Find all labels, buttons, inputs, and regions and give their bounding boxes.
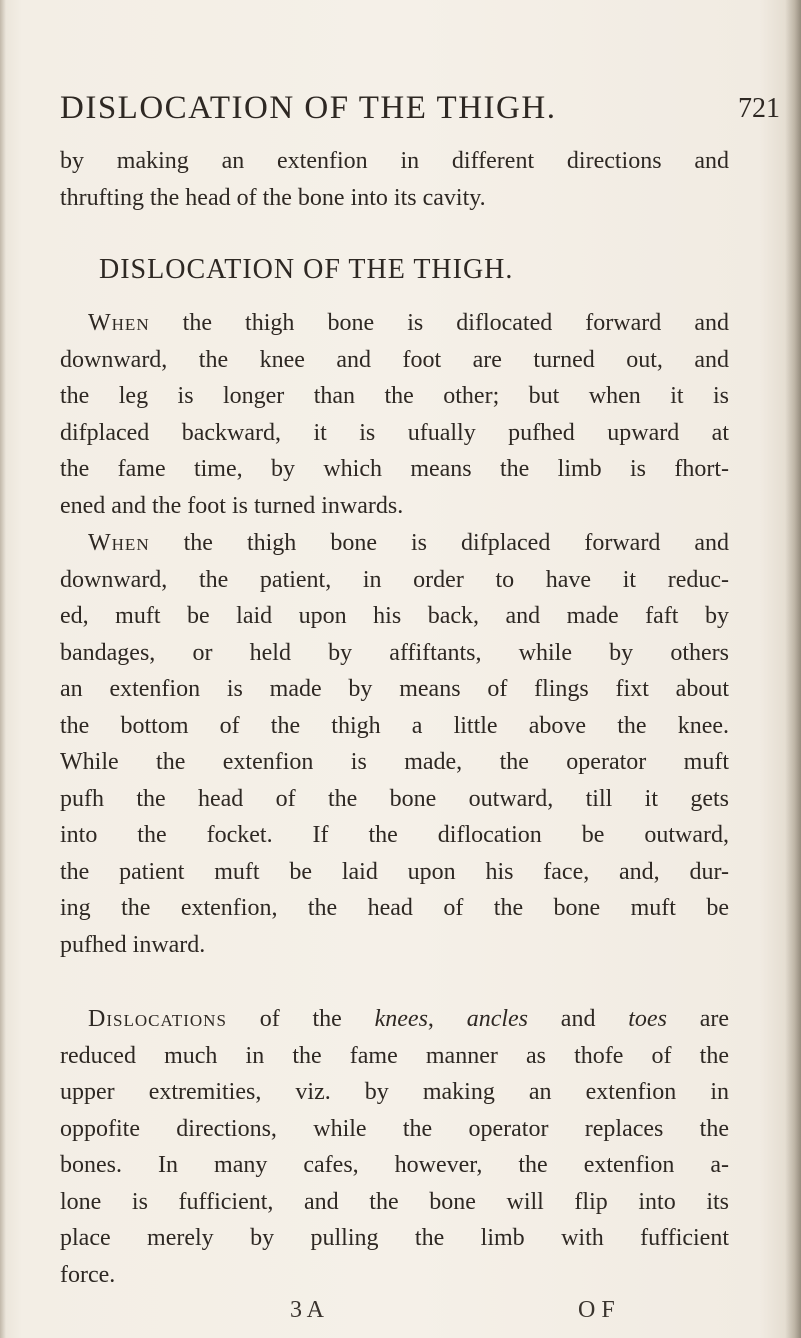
section-heading: DISLOCATION OF THE THIGH.	[99, 254, 514, 285]
page-left-edge	[0, 0, 6, 1338]
page-number: 721	[738, 93, 780, 124]
paragraph-dislocation-signs	[60, 305, 729, 524]
text-line: ed, muft be laid upon his back, and made faft by	[60, 603, 729, 630]
text-line: the bottom of the thigh a little above the knee.	[60, 712, 729, 739]
paragraph-reduction-method	[60, 525, 729, 964]
text-line: an extenfion is made by means of flings fixt about	[60, 676, 729, 703]
text-line: pufh the head of the bone outward, till it gets	[60, 785, 729, 812]
text-line: pufhed inward.	[60, 932, 206, 959]
paragraph-lead-word: When	[88, 310, 150, 336]
catchword: OF	[578, 1297, 621, 1323]
text-line: place merely by pulling the limb with fufficient	[60, 1225, 729, 1252]
text-line: ing the extenfion, the head of the bone muft be	[60, 895, 729, 922]
text-line: the leg is longer than the other; but when it is	[60, 383, 729, 410]
paragraph-other-dislocations	[60, 1001, 729, 1293]
text-line: While the extenfion is made, the operator muft	[60, 749, 729, 776]
text-line: upper extremities, viz. by making an extenfion in	[60, 1079, 729, 1106]
text-line: bones. In many cafes, however, the extenfion a-	[60, 1152, 729, 1179]
text-line: into the focket. If the diflocation be outward,	[60, 822, 729, 849]
paragraph-lead-word: Dislocations	[88, 1006, 227, 1032]
text-line: the fame time, by which means the limb is fhort-	[60, 456, 729, 483]
italic-term: knees	[374, 1006, 428, 1032]
text-line: ened and the foot is turned inwards.	[60, 492, 404, 519]
italic-term: ancles	[466, 1006, 529, 1032]
italic-term: toes	[628, 1006, 667, 1032]
text-line: difplaced backward, it is ufually pufhed upward at	[60, 419, 729, 446]
text-line: downward, the patient, in order to have it reduc-	[60, 566, 729, 593]
text-line: force.	[60, 1261, 116, 1288]
text-line: lone is fufficient, and the bone will flip into its	[60, 1188, 729, 1215]
intro-paragraph	[60, 143, 729, 216]
text-line: oppofite directions, while the operator replaces the	[60, 1115, 729, 1142]
text-line: reduced much in the fame manner as thofe of the	[60, 1042, 729, 1069]
text-line: downward, the knee and foot are turned out, and	[60, 346, 729, 373]
signature-mark: 3 A	[290, 1297, 325, 1323]
text-line: by making an extenfion in different directions and	[60, 148, 729, 174]
text-line: When the thigh bone is difplaced forward and	[88, 530, 729, 556]
text-line: bandages, or held by affiftants, while by others	[60, 639, 729, 666]
page-binding-edge	[785, 0, 801, 1338]
text-line: Dislocations of the knees, ancles and toes are	[88, 1006, 730, 1032]
running-head: DISLOCATION OF THE THIGH.	[60, 90, 557, 126]
text-line: the patient muft be laid upon his face, and, dur-	[60, 858, 729, 885]
text-line: When the thigh bone is diflocated forward and	[88, 310, 729, 336]
paragraph-lead-word: When	[88, 530, 150, 556]
text-line: thrufting the head of the bone into its cavity.	[60, 184, 486, 211]
